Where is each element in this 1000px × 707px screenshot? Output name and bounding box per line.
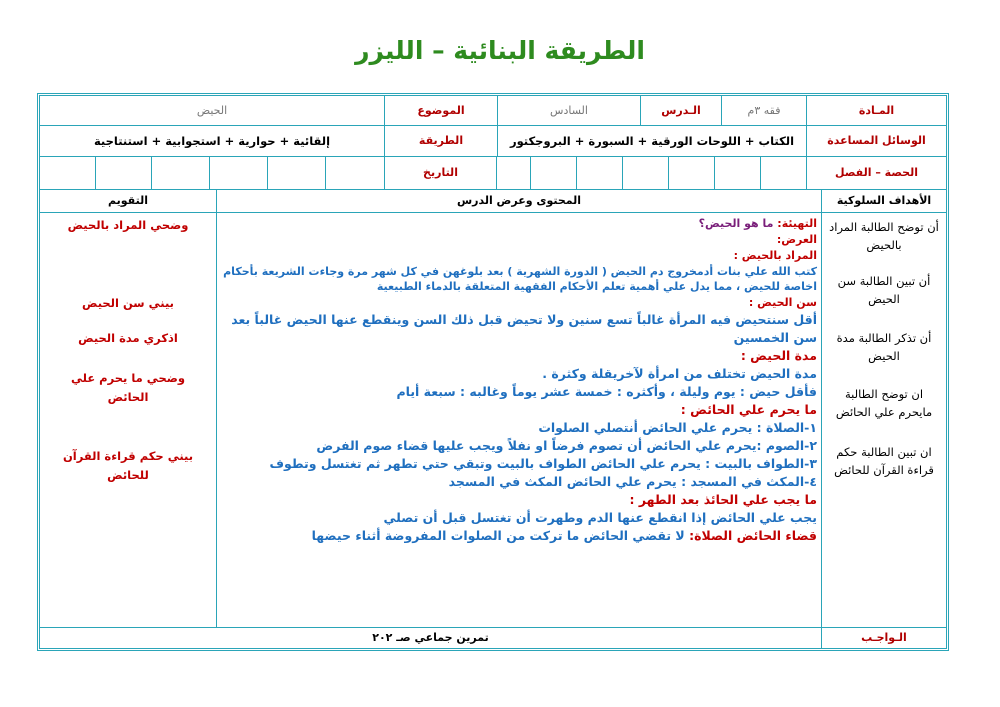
subject-value: فقه ٣م bbox=[721, 96, 806, 125]
lesson-plan-table bbox=[37, 93, 949, 651]
goal-item: أن تبين الطالبة سن الحيض bbox=[837, 274, 931, 306]
goal-item: ان توضح الطالبة مايحرم علي الحائض bbox=[835, 387, 933, 419]
method-value: إلقائية + حوارية + استجوابية + استنتاجية bbox=[93, 133, 331, 148]
forbidden-item: ١-الصلاة : يحرم علي الحائض أنتصلي الصلوات bbox=[538, 420, 817, 435]
row-column-headers bbox=[40, 189, 946, 213]
date-label: التاريخ bbox=[384, 156, 497, 189]
evaluation-item: وضحي ما يحرم علي الحائض bbox=[70, 371, 185, 404]
subject-label: المـادة bbox=[806, 96, 946, 125]
page-title: الطريقة البنائية – الليزر bbox=[355, 36, 645, 65]
meaning-heading: المراد بالحيض : bbox=[733, 249, 817, 262]
topic-value: الحيض bbox=[196, 104, 228, 117]
lesson-label: الـدرس bbox=[640, 96, 721, 125]
evaluation-item: وضحي المراد بالحيض bbox=[67, 218, 189, 232]
qada-text: لا تقضي الحائض ما تركت من الصلوات المفروضة أثناء حيضها bbox=[311, 528, 685, 543]
aids-value: الكتاب + اللوحات الورقية + السبورة + البروجكتور bbox=[497, 125, 806, 156]
purity-heading: ما يجب علي الحائذ بعد الطهر : bbox=[629, 492, 817, 507]
content-header: المحتوى وعرض الدرس bbox=[216, 189, 821, 212]
forbidden-item: ٣-الطواف بالبيت : يحرم علي الحائض الطواف بالبيت وتبقي حتي تطهر ثم تغتسل وتطوف bbox=[269, 456, 817, 471]
purity-text: يجب علي الحائض إذا انقطع عنها الدم وطهرت أن تغتسل قبل أن تصلي bbox=[383, 510, 817, 525]
method-label: الطريقة bbox=[384, 125, 497, 156]
duration-line: فأقل حيض : يوم وليلة ، وأكثره : خمسة عشر يوماً وغالبه : سبعة أيام bbox=[396, 384, 817, 399]
row-period bbox=[40, 156, 946, 190]
duration-heading: مدة الحيض : bbox=[740, 348, 817, 363]
row-aids bbox=[40, 125, 946, 157]
goals-header: الأهداف السلوكية bbox=[821, 189, 946, 212]
meaning-text: كتب الله علي بنات أدمخروج دم الحيض ( الدورة الشهرية ) بعد بلوغهن في كل شهر مرة وجاءت الشريعة بأحكام اخاصة للحيض ، مما يدل علي أهمية تعلم الأحكام الفقهية المتعلقة بالدماء الطبيعية bbox=[223, 265, 817, 293]
row-homework bbox=[40, 627, 946, 648]
goal-item: أن توضح الطالبة المراد بالحيض bbox=[829, 220, 939, 252]
row-subject bbox=[40, 96, 946, 126]
forbidden-item: ٢-الصوم :يحرم علي الحائض أن تصوم فرضاً او نفلاً ويجب عليها قضاء صوم الفرض bbox=[316, 438, 817, 453]
intro-question: ما هو الحيض؟ bbox=[698, 217, 774, 230]
forbidden-heading: ما يحرم علي الحائض : bbox=[680, 402, 817, 417]
row-main-body bbox=[40, 212, 946, 628]
evaluation-item: بيني سن الحيض bbox=[82, 296, 174, 310]
homework-label: الـواجـب bbox=[821, 627, 946, 648]
goal-item: ان تبين الطالبة حكم قراءة القرآن للحائض bbox=[834, 445, 934, 477]
topic-label: الموضوع bbox=[384, 96, 497, 125]
intro-label: التهيئة: bbox=[777, 217, 817, 230]
evaluation-column bbox=[40, 212, 216, 627]
period-label: الحصة – الفصل bbox=[806, 156, 946, 189]
evaluation-item: اذكري مدة الحيض bbox=[78, 331, 178, 345]
forbidden-item: ٤-المكث في المسجد : يحرم علي الحائض المكث في المسجد bbox=[448, 474, 817, 489]
duration-line: مدة الحيض تختلف من امرأة لآخريقلة وكثرة . bbox=[542, 366, 817, 381]
lesson-value: السادس bbox=[497, 96, 640, 125]
age-text: أقل سنتحيض فيه المرأة غالباً تسع سنين ولا تحيض قبل ذلك السن وينقطع عنها الحيض غالباً بعد سن الخمسين bbox=[231, 312, 817, 345]
lesson-content bbox=[223, 216, 817, 545]
goals-column bbox=[821, 212, 946, 627]
evaluation-item: بيني حكم قراءة القرآن للحائض bbox=[62, 449, 194, 482]
goal-item: أن تذكر الطالبة مدة الحيض bbox=[836, 331, 932, 363]
content-column bbox=[216, 212, 821, 627]
qada-label: قضاء الحائض الصلاة: bbox=[689, 528, 817, 543]
presentation-label: العرض: bbox=[776, 233, 817, 246]
homework-value: تمرين جماعي صـ ٢٠٢ bbox=[372, 631, 489, 644]
age-heading: سن الحيض : bbox=[748, 296, 817, 309]
evaluation-header: التقويم bbox=[108, 194, 148, 207]
aids-label: الوسائل المساعدة bbox=[806, 125, 946, 156]
